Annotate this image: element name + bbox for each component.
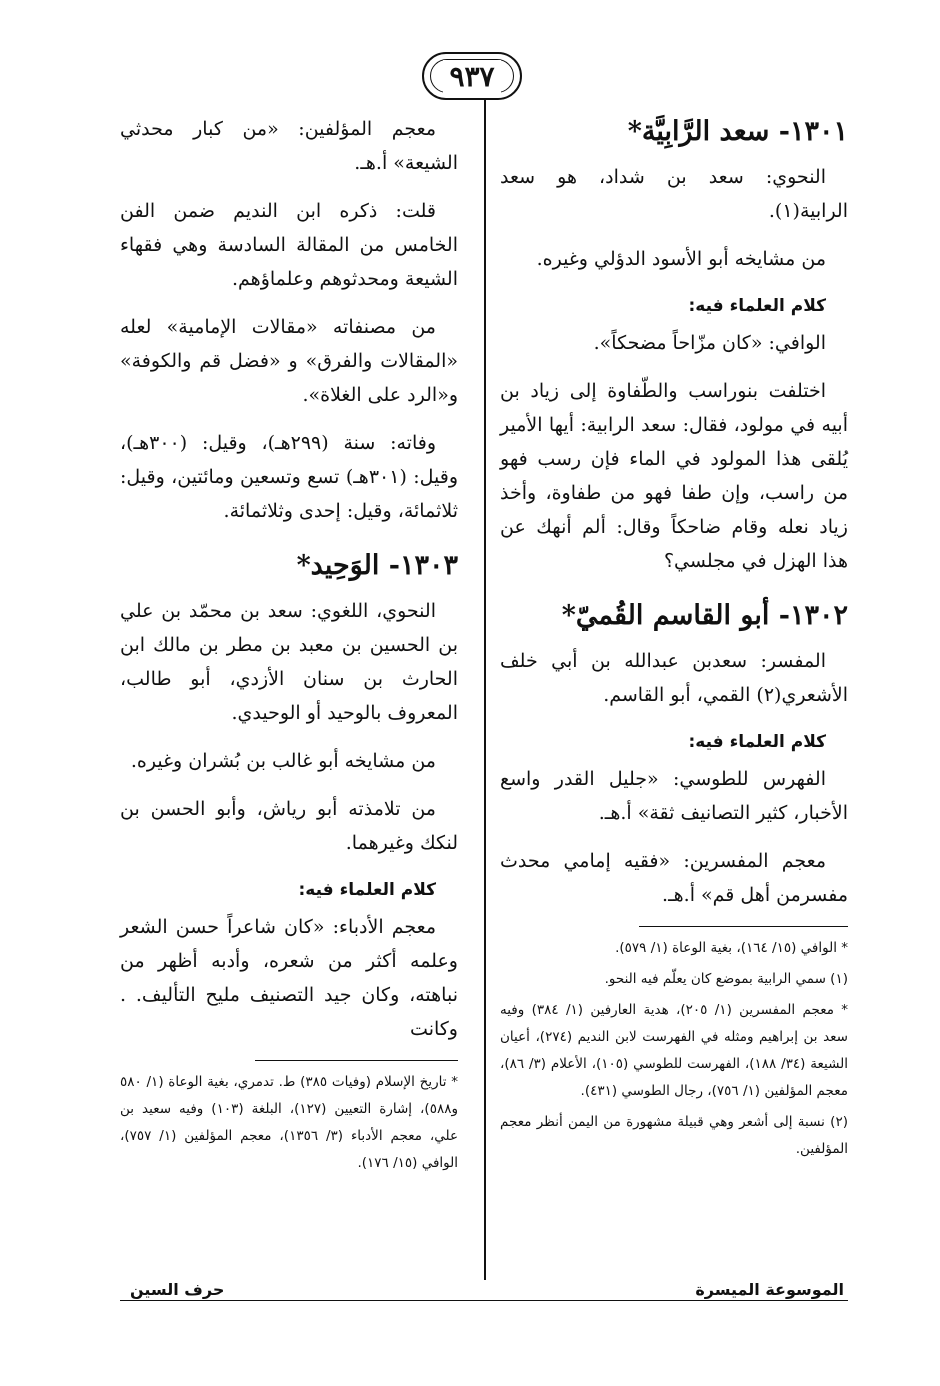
footer-book-title: الموسوعة الميسرة bbox=[691, 1280, 848, 1299]
footnote-entry-1301-sources: * الوافي (١٥/ ١٦٤)، بغية الوعاة (١/ ٥٧٩). bbox=[615, 940, 848, 956]
page-number-frame bbox=[422, 52, 522, 100]
entry-1302-mufassirin-quote: معجم المفسرين: «فقيه إمامي محدث مفسرمن أهل قم» أ.هـ. bbox=[500, 850, 848, 906]
entry-1303-teachers: من مشايخه أبو غالب بن بُشران وغيره. bbox=[130, 750, 436, 772]
entry-1302-note: قلت: ذكره ابن النديم ضمن الفن الخامس من المقالة السادسة وهي فقهاء الشيعة ومحدثوهم وعلماؤهم. bbox=[120, 200, 458, 290]
column-divider bbox=[484, 100, 486, 1280]
right-column bbox=[500, 112, 848, 1167]
entry-1303-students: من تلامذته أبو رياش، وأبو الحسن بن لنكك وغيرهما. bbox=[120, 798, 458, 854]
entry-1301-scholars-heading: كلام العلماء فيه: bbox=[688, 296, 826, 316]
entry-1301-identity: النحوي: سعد بن شداد، هو سعد الرابية(١). bbox=[500, 166, 848, 222]
entry-1302-fihris-quote: الفهرس للطوسي: «جليل القدر واسع الأخبار، كثير التصانيف ثقة» أ.هـ. bbox=[500, 768, 848, 824]
footnote-separator bbox=[255, 1060, 458, 1061]
entry-1302-works: من مصنفاته «مقالات الإمامية» لعله «المقالات والفرق» و «فضل قم والكوفة» و«الرد على الغلاة». bbox=[120, 316, 458, 406]
footnote-1: (١) سمي الرابية بموضع كان يعلّم فيه النحو. bbox=[604, 971, 848, 987]
entry-1303-title: ١٣٠٣- الوَحِيد* bbox=[296, 550, 458, 581]
page-number: ٩٣٧ bbox=[443, 60, 500, 93]
left-column bbox=[120, 112, 458, 1181]
footnote-separator bbox=[639, 926, 848, 927]
entry-1302-scholars-heading: كلام العلماء فيه: bbox=[688, 732, 826, 752]
entry-1301-teachers: من مشايخه أبو الأسود الدؤلي وغيره. bbox=[536, 248, 826, 270]
footer-rule bbox=[120, 1300, 848, 1301]
footnote-2: (٢) نسبة إلى أشعر وهي قبيلة مشهورة من اليمن أنظر معجم المؤلفين. bbox=[500, 1114, 848, 1157]
entry-1302-title: ١٣٠٢- أبو القاسم القُميّ* bbox=[561, 600, 848, 631]
entry-1302-death: وفاته: سنة (٢٩٩هـ)، وقيل: (٣٠٠هـ)، وقيل: (٣٠١هـ) تسع وتسعين ومائتين، وقيل: ثلاثمائة، وقيل: إحدى وثلاثمائة. bbox=[120, 432, 459, 522]
footnote-entry-1302-sources: * معجم المفسرين (١/ ٢٠٥)، هدية العارفين (١/ ٣٨٤) وفيه سعد بن إبراهيم ومثله في الفهرست لابن النديم (٢٧٤)، أعيان الشيعة (٣٤/ ١٨٨)، الفهرست للطوسي (١٠٥)، الأعلام (٣/ ٨٦)، معجم المؤلفين (١/ ٧٥٦)، رجال الطوسي (٤٣١). bbox=[500, 1002, 849, 1099]
entry-1303-udaba-quote: معجم الأدباء: «كان شاعراً حسن الشعر وعلمه أكثر من شعره، وأدبه أظهر من نباهته، وكان جيد التصنيف مليح التأليف. . وكانت bbox=[120, 916, 458, 1040]
entry-1303-scholars-heading: كلام العلماء فيه: bbox=[298, 880, 436, 900]
entry-1301-title: ١٣٠١- سعد الرَّابِيَّة* bbox=[627, 116, 848, 147]
entry-1302-identity: المفسر: سعدبن عبدالله بن أبي خلف الأشعري(٢) القمي، أبو القاسم. bbox=[500, 650, 848, 706]
entry-1302-muallifin-quote: معجم المؤلفين: «من كبار محدثي الشيعة» أ.هـ. bbox=[120, 118, 458, 174]
entry-1301-wafi-quote: الوافي: «كان مزّاحاً مضحكاً». bbox=[593, 332, 826, 354]
footnote-entry-1303-sources: * تاريخ الإسلام (وفيات ٣٨٥) ط. تدمري، بغية الوعاة (١/ ٥٨٠ و٥٨٨)، إشارة التعيين (١٢٧)، البلغة (١٠٣) وفيه سعيد بن علي، معجم الأدباء (٣/ ١٣٥٦)، معجم المؤلفين (١/ ٧٥٧)، الوافي (١٥/ ١٧٦). bbox=[120, 1074, 458, 1171]
entry-1303-identity: النحوي، اللغوي: سعد بن محمّد بن علي بن الحسين بن معبد بن مطر بن مالك ابن الحارث بن سنان الأزدي، أبو طالب، المعروف بالوحيد أو الوحيدي. bbox=[120, 600, 458, 724]
footer-section-title: حرف السين bbox=[126, 1280, 228, 1299]
entry-1301-anecdote: اختلفت بنوراسب والطّفاوة إلى زياد بن أبيه في مولود، فقال: سعد الرابية: أيها الأمير يُلقى هذا المولود في الماء فإن رسب فهو من راسب، وإن طفا فهو من طفاوة، وأخذ زياد نعله وقام ضاحكاً وقال: ألم أنهك عن هذا الهزل في مجلسي؟ bbox=[500, 380, 848, 572]
